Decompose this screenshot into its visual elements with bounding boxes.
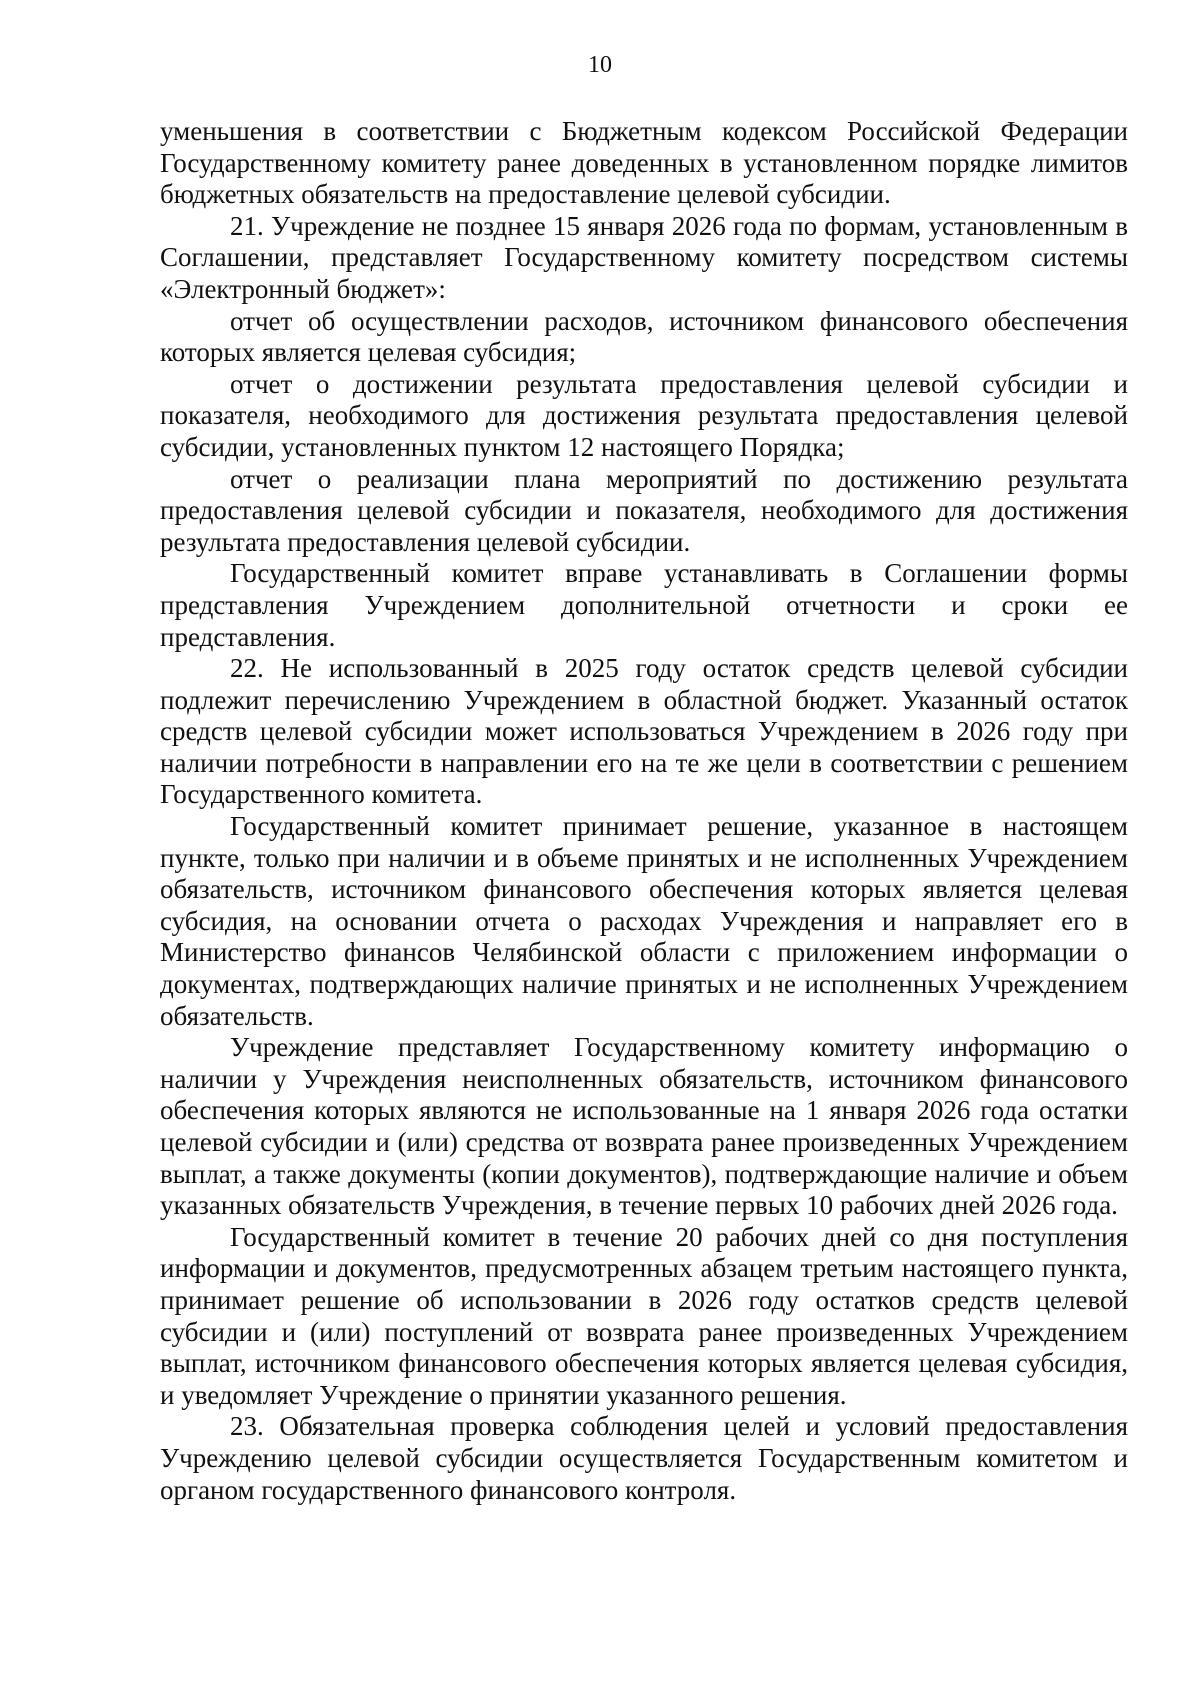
document-body (160, 116, 1128, 1506)
paragraph-committee-20-days: Государственный комитет в течение 20 рабочих дней со дня поступления информации и документов, предусмотренных абзацем третьим настоящего пункта, принимает решение об использовании в 2026 году остатков средств целевой субсидии и (или) поступлений от возврата ранее произведенных Учреждением выплат, источником финансового обеспечения которых является целевая субсидия, и уведомляет Учреждение о принятии указанного решения. (160, 1221, 1128, 1410)
paragraph-report-expenses: отчет об осуществлении расходов, источником финансового обеспечения которых является целевая субсидия; (160, 305, 1128, 368)
paragraph-item-23: 23. Обязательная проверка соблюдения целей и условий предоставления Учреждению целевой субсидии осуществляется Государственным комитетом и органом государственного финансового контроля. (160, 1411, 1128, 1505)
paragraph-item-22: 22. Не использованный в 2025 году остаток средств целевой субсидии подлежит перечислению Учреждением в областной бюджет. Указанный остаток средств целевой субсидии может использоваться Учреждением в 2026 году при наличии потребности в направлении его на те же цели в соответствии с решением Государственного комитета. (160, 653, 1128, 810)
paragraph-report-plan: отчет о реализации плана мероприятий по достижению результата предоставления целевой субсидии и показателя, необходимого для достижения результата предоставления целевой субсидии. (160, 463, 1128, 557)
paragraph-report-result: отчет о достижении результата предоставления целевой субсидии и показателя, необходимого для достижения результата предоставления целевой субсидии, установленных пунктом 12 настоящего Порядка; (160, 368, 1128, 462)
paragraph-item-21: 21. Учреждение не позднее 15 января 2026 года по формам, установленным в Соглашении, представляет Государственному комитету посредством системы «Электронный бюджет»: (160, 210, 1128, 304)
paragraph-institution-information: Учреждение представляет Государственному комитету информацию о наличии у Учреждения неисполненных обязательств, источником финансового обеспечения которых являются не использованные на 1 января 2026 года остатки целевой субсидии и (или) средства от возврата ранее произведенных Учреждением выплат, а также документы (копии документов), подтверждающие наличие и объем указанных обязательств Учреждения, в течение первых 10 рабочих дней 2026 года. (160, 1032, 1128, 1221)
paragraph-committee-decision: Государственный комитет принимает решение, указанное в настоящем пункте, только при наличии и в объеме принятых и не исполненных Учреждением обязательств, источником финансового обеспечения которых является целевая субсидия, на основании отчета о расходах Учреждения и направляет его в Министерство финансов Челябинской области с приложением информации о документах, подтверждающих наличие принятых и не исполненных Учреждением обязательств. (160, 811, 1128, 1031)
paragraph-additional-reporting: Государственный комитет вправе устанавливать в Соглашении формы представления Учреждением дополнительной отчетности и сроки ее представления. (160, 558, 1128, 652)
paragraph-continuation: уменьшения в соответствии с Бюджетным кодексом Российской Федерации Государственному комитету ранее доведенных в установленном порядке лимитов бюджетных обязательств на предоставление целевой субсидии. (160, 116, 1128, 210)
page-number: 10 (588, 52, 612, 78)
